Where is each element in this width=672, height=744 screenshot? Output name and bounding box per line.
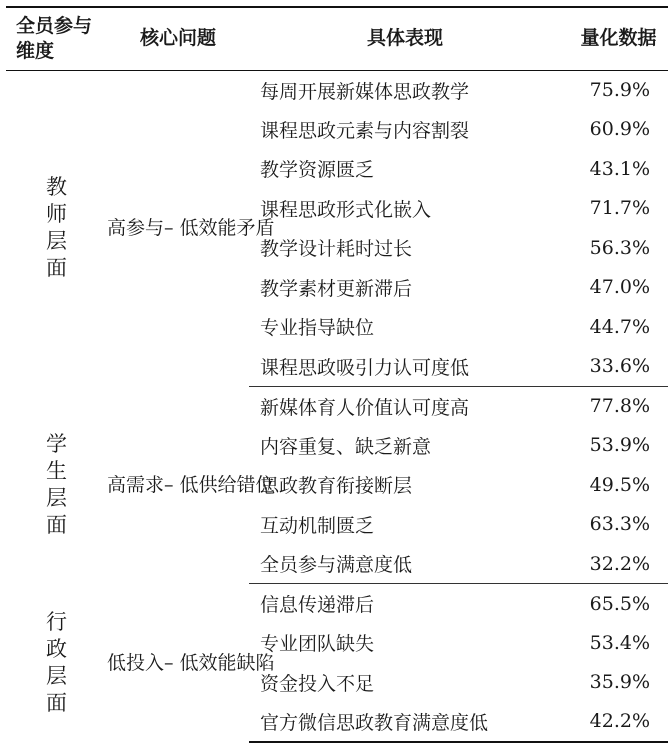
manifestation-cell: 课程思政形式化嵌入 (260, 198, 432, 221)
manifestation-cell: 信息传递滞后 (260, 594, 375, 616)
value-cell: 42.2% (561, 702, 668, 742)
table-header (6, 7, 668, 70)
issue-cell-admin: 低投入– 低效能缺陷 (107, 651, 275, 674)
manifestation-cell: 专业团队缺失 (260, 633, 375, 656)
table-row (6, 70, 668, 110)
manifestation-cell: 互动机制匮乏 (260, 514, 375, 537)
manifestation-cell: 全员参与满意度低 (249, 544, 561, 584)
value-cell: 53.4% (589, 631, 650, 654)
value-cell: 77.8% (589, 395, 650, 417)
value-cell: 49.5% (589, 473, 650, 496)
header-manifestation: 具体表现 (249, 7, 561, 70)
manifestation-cell: 内容重复、缺乏新意 (260, 435, 432, 458)
dimension-label: 行政层面 (46, 609, 67, 715)
value-cell: 71.7% (589, 197, 650, 220)
value-cell: 56.3% (589, 236, 650, 259)
value-cell: 53.9% (589, 434, 650, 457)
value-cell: 35.9% (589, 671, 650, 694)
manifestation-cell: 教学素材更新滞后 (260, 277, 413, 300)
manifestation-cell: 资金投入不足 (260, 672, 375, 695)
manifestation-cell: 思政教育衔接断层 (260, 475, 413, 498)
value-cell: 44.7% (589, 315, 650, 338)
value-cell: 32.2% (561, 544, 668, 584)
header-row (6, 7, 668, 70)
manifestation-cell: 课程思政元素与内容割裂 (260, 119, 470, 142)
value-cell: 33.6% (561, 347, 668, 387)
manifestation-cell: 教学资源匮乏 (260, 159, 375, 182)
dimension-cell-teacher (6, 70, 107, 386)
manifestation-cell: 新媒体育人价值认可度高 (260, 396, 470, 419)
value-cell: 63.3% (589, 513, 650, 536)
issue-cell-teacher: 高参与– 低效能矛盾 (107, 217, 275, 240)
value-cell: 60.9% (589, 118, 650, 141)
table-row (6, 386, 668, 426)
issue-cell-student: 高需求– 低供给错位 (107, 473, 275, 496)
dimension-cell-admin (6, 584, 107, 742)
manifestation-cell: 官方微信思政教育满意度低 (249, 702, 561, 742)
manifestation-cell: 专业指导缺位 (260, 317, 375, 340)
header-data: 量化数据 (561, 7, 668, 70)
table-row (6, 584, 668, 624)
data-table (6, 6, 668, 743)
dimension-cell-student (6, 386, 107, 584)
dimension-label: 学生层面 (46, 431, 67, 537)
manifestation-cell: 教学设计耗时过长 (260, 238, 413, 261)
manifestation-cell: 课程思政吸引力认可度低 (249, 347, 561, 387)
value-cell: 43.1% (589, 157, 650, 180)
dimension-label: 教师层面 (46, 175, 67, 281)
manifestation-cell: 每周开展新媒体思政教学 (260, 80, 470, 103)
header-issue: 核心问题 (107, 7, 249, 70)
value-cell: 65.5% (589, 592, 650, 615)
value-cell: 47.0% (589, 276, 650, 299)
header-dimension: 全员参与维度 (6, 7, 107, 70)
table-body (6, 70, 668, 742)
value-cell: 75.9% (589, 79, 650, 101)
